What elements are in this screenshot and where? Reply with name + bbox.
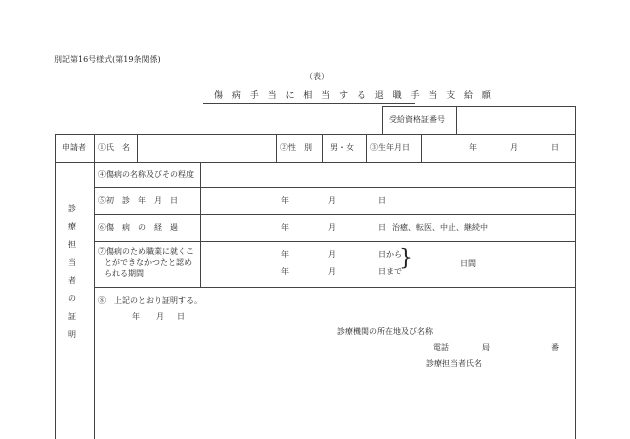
- row-label-divider: [200, 162, 201, 287]
- cert-number-label: 受給資格証番号: [389, 115, 445, 124]
- first-visit-year: 年: [281, 196, 289, 205]
- phone-bureau: 局: [482, 343, 490, 352]
- title-underline: [203, 103, 415, 104]
- phone-number: 番: [551, 343, 559, 352]
- phone-label: 電話: [433, 343, 449, 352]
- progress-year: 年: [281, 223, 289, 232]
- section-char: 担: [68, 240, 76, 249]
- sex-options[interactable]: 男・女: [330, 143, 354, 152]
- dob-value-divider: [421, 134, 422, 162]
- period-days: 日間: [460, 259, 476, 268]
- first-visit-day: 日: [378, 196, 386, 205]
- first-visit-month: 月: [328, 196, 336, 205]
- period-from-day: 日から: [378, 250, 402, 259]
- dob-label-divider: [366, 134, 367, 162]
- cert-box-left: [382, 106, 383, 134]
- page-title: 傷 病 手 当 に 相 当 す る 退 職 手 当 支 給 願: [214, 91, 494, 101]
- row-separator: [94, 241, 576, 242]
- dob-month: 月: [510, 143, 518, 152]
- certify-day: 日: [177, 312, 185, 321]
- section-char: 証: [68, 312, 76, 321]
- progress-day: 日: [378, 223, 386, 232]
- period-to-day: 日まで: [378, 267, 402, 276]
- form-reference: 別記第16号様式(第19条関係): [54, 55, 161, 64]
- period-label-line: られる期間: [104, 269, 144, 278]
- name-label: ①氏 名: [98, 143, 130, 152]
- period-from-month: 月: [328, 250, 336, 259]
- period-to-month: 月: [328, 267, 336, 276]
- sex-label: ②性 別: [280, 143, 312, 152]
- certify-year: 年: [132, 312, 140, 321]
- dob-label: ③生年月日: [370, 143, 410, 152]
- table-right-border: [575, 106, 576, 439]
- progress-month: 月: [328, 223, 336, 232]
- doctor-name-label: 診療担当者氏名: [426, 359, 482, 368]
- period-label-line: ⑦傷病のため職業に就くこ: [98, 247, 194, 256]
- section-char: 診: [68, 204, 76, 213]
- institution-label: 診療機関の所在地及び名称: [337, 327, 433, 336]
- period-label-line: とができなかつたと認め: [104, 258, 192, 267]
- dob-year: 年: [469, 143, 477, 152]
- certify-text: ⑧ 上記のとおり証明する。: [98, 296, 202, 305]
- sex-value-divider: [322, 134, 323, 162]
- name-value-divider: [137, 134, 138, 162]
- certify-month: 月: [156, 312, 164, 321]
- table-top-border: [55, 134, 576, 135]
- cert-box-top: [382, 106, 575, 107]
- section-char: の: [68, 294, 76, 303]
- progress-label: ⑥傷 病 の 経 過: [98, 223, 178, 232]
- applicant-row-bottom: [55, 162, 576, 163]
- injury-name-label: ④傷病の名称及びその程度: [98, 170, 194, 179]
- period-from-year: 年: [281, 250, 289, 259]
- doctor-certificate-label: [66, 205, 78, 349]
- row-separator: [94, 187, 576, 188]
- progress-options[interactable]: 治癒、転医、中止、継続中: [392, 223, 488, 232]
- table-label: （表）: [305, 72, 329, 81]
- section-char: 者: [68, 276, 76, 285]
- brace-icon: }: [399, 246, 413, 271]
- section-char: 療: [68, 222, 76, 231]
- section-char: 明: [68, 330, 76, 339]
- section-char: 当: [68, 258, 76, 267]
- table-left-border: [55, 134, 56, 439]
- sex-label-divider: [276, 134, 277, 162]
- row-separator: [94, 287, 576, 288]
- cert-box-divider: [456, 106, 457, 134]
- dob-day: 日: [551, 143, 559, 152]
- period-to-year: 年: [281, 267, 289, 276]
- row-separator: [94, 214, 576, 215]
- first-visit-label: ⑤初 診 年 月 日: [98, 196, 178, 205]
- applicant-label: 申請者: [62, 143, 86, 152]
